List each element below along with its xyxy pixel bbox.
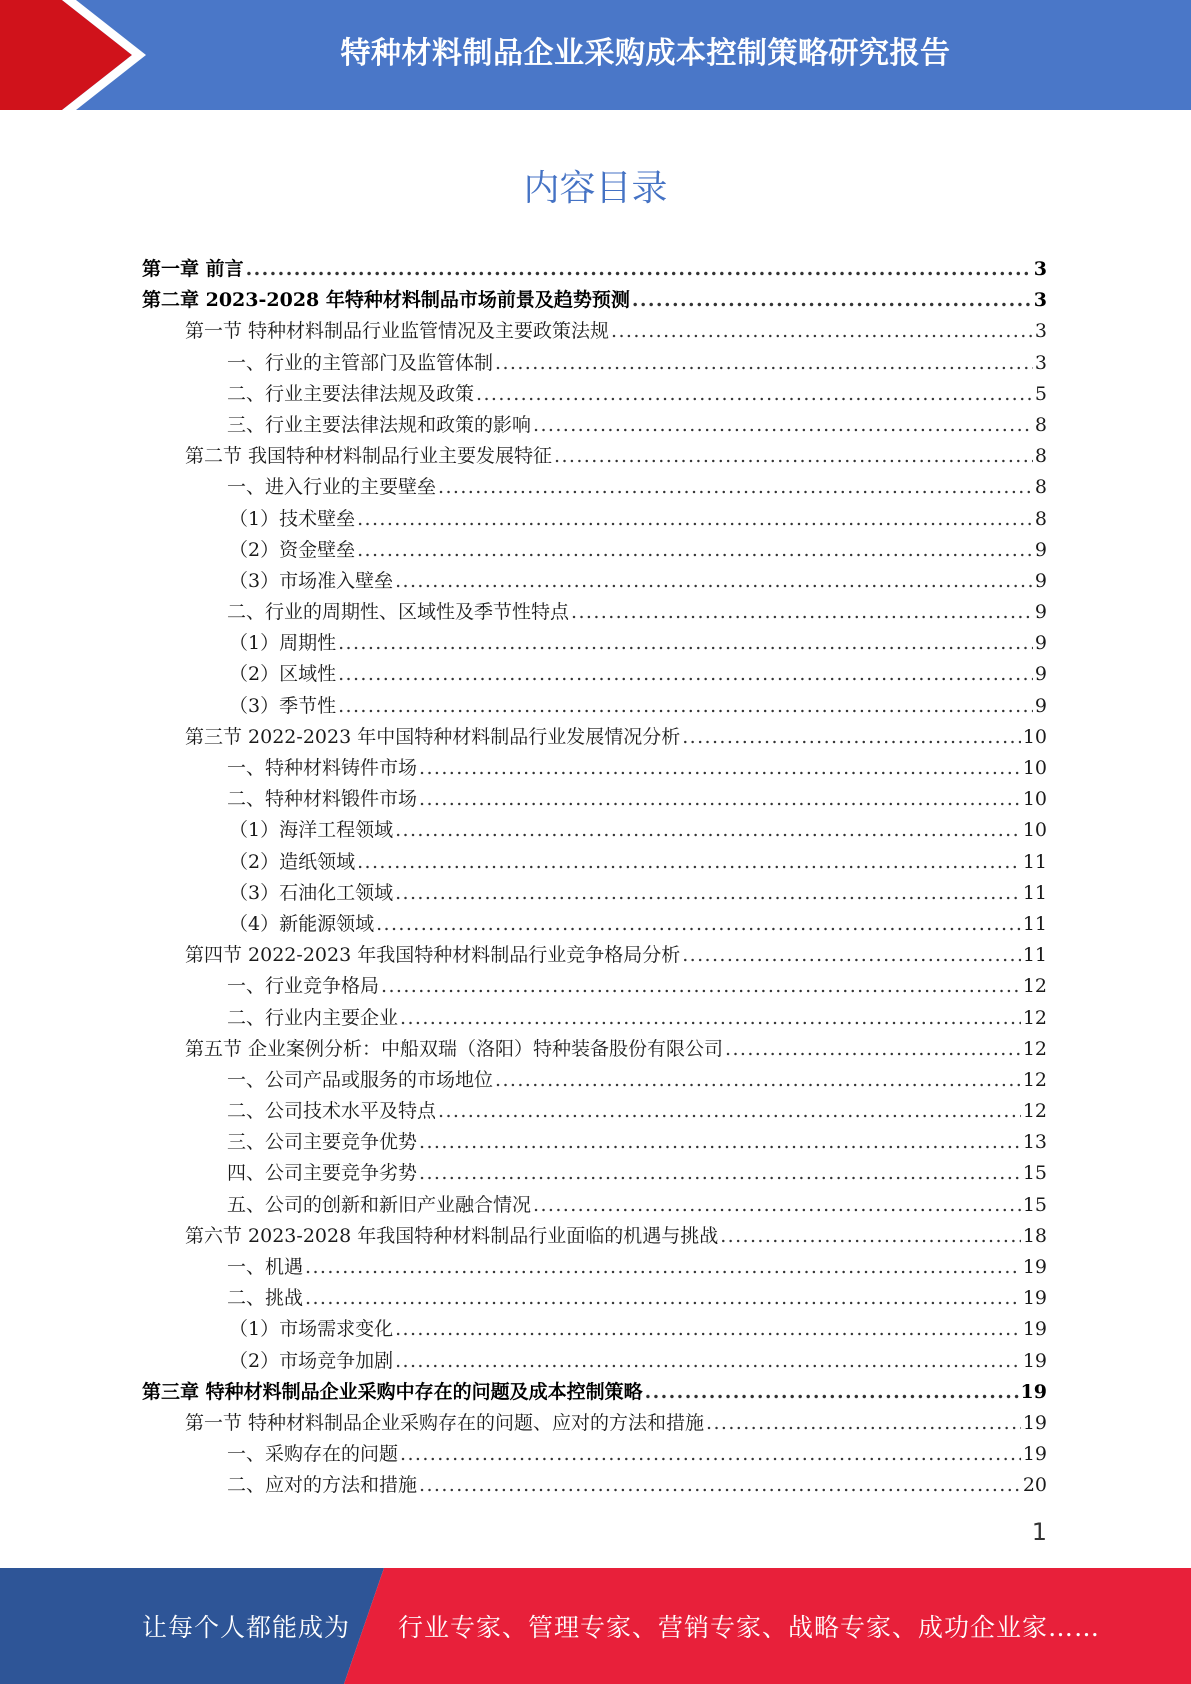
toc-dot-leader xyxy=(554,445,1033,467)
toc-dot-leader xyxy=(400,1443,1021,1465)
toc-entry[interactable] xyxy=(142,1221,1047,1252)
toc-entry[interactable] xyxy=(142,815,1047,846)
toc-entry-page: 11 xyxy=(1022,912,1047,935)
toc-dot-leader xyxy=(611,320,1033,342)
toc-entry-title: （1）技术壁垒 xyxy=(229,507,356,530)
toc-entry-page: 12 xyxy=(1022,1037,1047,1060)
toc-entry-title: 三、行业主要法律法规和政策的影响 xyxy=(227,413,532,436)
toc-entry-title: （1）市场需求变化 xyxy=(229,1318,394,1341)
toc-entry-page: 8 xyxy=(1034,445,1047,468)
toc-dot-leader xyxy=(533,1194,1021,1216)
toc-entry-title: 一、采购存在的问题 xyxy=(227,1443,399,1466)
toc-entry-title: （3）市场准入壁垒 xyxy=(229,569,394,592)
toc-dot-leader xyxy=(495,352,1033,374)
toc-entry-title: 五、公司的创新和新旧产业融合情况 xyxy=(227,1193,532,1216)
toc-entry[interactable] xyxy=(142,1314,1047,1345)
toc-dot-leader xyxy=(395,570,1033,592)
toc-dot-leader xyxy=(438,1100,1021,1122)
toc-entry[interactable] xyxy=(142,1346,1047,1377)
toc-entry-page: 5 xyxy=(1034,382,1047,405)
toc-entry[interactable] xyxy=(142,316,1047,347)
toc-entry-page: 15 xyxy=(1022,1162,1047,1185)
toc-entry-title: （2）造纸领域 xyxy=(229,850,356,873)
toc-entry[interactable] xyxy=(142,1127,1047,1158)
header-arrow-decoration xyxy=(0,0,160,110)
toc-dot-leader xyxy=(645,1381,1019,1403)
toc-entry-page: 20 xyxy=(1022,1474,1047,1497)
toc-entry-title: 第三节 2022-2023 年中国特种材料制品行业发展情况分析 xyxy=(185,725,681,748)
toc-entry-page: 8 xyxy=(1034,476,1047,499)
toc-entry[interactable] xyxy=(142,1377,1047,1408)
toc-entry-title: 第三章 特种材料制品企业采购中存在的问题及成本控制策略 xyxy=(142,1380,643,1403)
toc-entry-title: 一、行业竞争格局 xyxy=(227,975,380,998)
toc-entry-page: 9 xyxy=(1034,538,1047,561)
toc-dot-leader xyxy=(400,1007,1021,1029)
toc-entry-title: （2）资金壁垒 xyxy=(229,538,356,561)
toc-dot-leader xyxy=(476,383,1033,405)
toc-entry[interactable] xyxy=(142,285,1047,316)
toc-dot-leader xyxy=(376,913,1021,935)
toc-entry-page: 9 xyxy=(1034,663,1047,686)
toc-entry-title: 二、应对的方法和措施 xyxy=(227,1474,418,1497)
toc-entry-title: 第六节 2023-2028 年我国特种材料制品行业面临的机遇与挑战 xyxy=(185,1224,719,1247)
toc-dot-leader xyxy=(357,851,1021,873)
toc-entry-title: （2）市场竞争加剧 xyxy=(229,1349,394,1372)
toc-entry-page: 3 xyxy=(1033,289,1047,312)
toc-entry-page: 8 xyxy=(1034,507,1047,530)
toc-entry-page: 13 xyxy=(1022,1131,1047,1154)
toc-dot-leader xyxy=(419,1131,1021,1153)
toc-entry[interactable] xyxy=(142,348,1047,379)
toc-entry[interactable] xyxy=(142,659,1047,690)
toc-entry-page: 11 xyxy=(1022,850,1047,873)
page-number: 1 xyxy=(1031,1518,1047,1546)
toc-entry-page: 19 xyxy=(1020,1380,1047,1403)
toc-entry-page: 15 xyxy=(1022,1193,1047,1216)
toc-entry-title: （1）周期性 xyxy=(229,632,337,655)
toc-entry-title: 一、进入行业的主要壁垒 xyxy=(227,476,437,499)
toc-entry[interactable] xyxy=(142,722,1047,753)
toc-dot-leader xyxy=(395,1350,1021,1372)
toc-entry-title: 四、公司主要竞争劣势 xyxy=(227,1162,418,1185)
toc-entry-title: 第二章 2023-2028 年特种材料制品市场前景及趋势预测 xyxy=(142,289,630,312)
toc-entry-title: （1）海洋工程领域 xyxy=(229,819,394,842)
toc-dot-leader xyxy=(533,414,1033,436)
toc-dot-leader xyxy=(395,819,1021,841)
toc-entry-page: 8 xyxy=(1034,413,1047,436)
toc-dot-leader xyxy=(357,508,1033,530)
toc-dot-leader xyxy=(338,663,1033,685)
toc-entry-page: 12 xyxy=(1022,1100,1047,1123)
toc-entry-page: 19 xyxy=(1022,1318,1047,1341)
toc-dot-leader xyxy=(419,1162,1021,1184)
toc-entry[interactable] xyxy=(142,1003,1047,1034)
toc-entry[interactable] xyxy=(142,784,1047,815)
toc-entry-page: 3 xyxy=(1034,320,1047,343)
toc-entry-title: 一、机遇 xyxy=(227,1256,304,1278)
toc-entry[interactable] xyxy=(142,628,1047,659)
toc-entry-page: 19 xyxy=(1022,1411,1047,1434)
toc-dot-leader xyxy=(720,1225,1021,1247)
toc-entry-title: 二、行业内主要企业 xyxy=(227,1006,399,1029)
toc-entry-title: 第二节 我国特种材料制品行业主要发展特征 xyxy=(185,445,553,468)
toc-dot-leader xyxy=(682,944,1021,966)
toc-entry-page: 10 xyxy=(1022,757,1047,779)
toc-entry[interactable] xyxy=(142,1408,1047,1439)
toc-dot-leader xyxy=(395,882,1021,904)
toc-entry-title: 第一节 特种材料制品行业监管情况及主要政策法规 xyxy=(185,320,610,343)
toc-entry[interactable] xyxy=(142,566,1047,597)
toc-entry-title: （3）石油化工领域 xyxy=(229,881,394,904)
toc-entry[interactable] xyxy=(142,1190,1047,1221)
toc-dot-leader xyxy=(305,1256,1021,1278)
toc-entry-title: （3）季节性 xyxy=(229,694,337,717)
toc-entry[interactable] xyxy=(142,1065,1047,1096)
toc-entry-page: 9 xyxy=(1034,569,1047,592)
toc-entry-title: （4）新能源领域 xyxy=(229,912,375,935)
toc-entry-title: 一、特种材料铸件市场 xyxy=(227,757,418,779)
toc-entry-page: 19 xyxy=(1022,1443,1047,1466)
toc-entry-title: 第一章 前言 xyxy=(142,258,244,280)
toc-entry[interactable] xyxy=(142,254,1047,285)
toc-entry-title: 二、公司技术水平及特点 xyxy=(227,1100,437,1123)
toc-entry-page: 9 xyxy=(1034,632,1047,655)
toc-dot-leader xyxy=(305,1287,1021,1309)
toc-entry-title: （2）区域性 xyxy=(229,663,337,686)
toc-entry-title: 三、公司主要竞争优势 xyxy=(227,1131,418,1154)
toc-entry[interactable] xyxy=(142,597,1047,628)
toc-entry[interactable] xyxy=(142,909,1047,940)
toc-entry[interactable] xyxy=(142,753,1047,784)
toc-entry-title: 第一节 特种材料制品企业采购存在的问题、应对的方法和措施 xyxy=(185,1411,705,1434)
toc-dot-leader xyxy=(682,726,1021,748)
toc-entry[interactable] xyxy=(142,691,1047,722)
toc-entry[interactable] xyxy=(142,1252,1047,1283)
toc-heading: 内容目录 xyxy=(523,168,668,209)
toc-dot-leader xyxy=(438,476,1033,498)
toc-entry[interactable] xyxy=(142,441,1047,472)
report-title: 特种材料制品企业采购成本控制策略研究报告 xyxy=(340,36,951,71)
toc-entry[interactable] xyxy=(142,535,1047,566)
toc-entry[interactable] xyxy=(142,1096,1047,1127)
page-footer xyxy=(0,1568,1191,1684)
toc-dot-leader xyxy=(571,601,1033,623)
toc-dot-leader xyxy=(419,757,1021,779)
table-of-contents xyxy=(142,254,1047,1502)
toc-entry-page: 11 xyxy=(1022,944,1047,967)
toc-dot-leader xyxy=(381,975,1021,997)
toc-entry-page: 3 xyxy=(1033,258,1047,280)
toc-dot-leader xyxy=(246,258,1032,280)
toc-dot-leader xyxy=(419,1474,1021,1496)
page-header xyxy=(0,0,1191,110)
toc-entry[interactable] xyxy=(142,847,1047,878)
toc-entry-page: 10 xyxy=(1022,725,1047,748)
toc-entry[interactable] xyxy=(142,940,1047,971)
toc-entry-page: 19 xyxy=(1022,1349,1047,1372)
toc-entry-title: 第五节 企业案例分析：中船双瑞（洛阳）特种装备股份有限公司 xyxy=(185,1037,724,1060)
toc-dot-leader xyxy=(725,1038,1021,1060)
toc-entry[interactable] xyxy=(142,878,1047,909)
footer-slogan-right: 行业专家、管理专家、营销专家、战略专家、成功企业家…… xyxy=(398,1613,1101,1642)
toc-entry-title: 二、行业的周期性、区域性及季节性特点 xyxy=(227,601,570,624)
toc-dot-leader xyxy=(495,1069,1021,1091)
toc-entry[interactable] xyxy=(142,472,1047,503)
toc-entry-page: 11 xyxy=(1022,881,1047,904)
toc-entry-title: 二、特种材料锻件市场 xyxy=(227,788,418,811)
toc-dot-leader xyxy=(357,539,1033,561)
toc-dot-leader xyxy=(338,632,1033,654)
toc-entry-page: 19 xyxy=(1022,1287,1047,1310)
toc-entry-page: 3 xyxy=(1034,351,1047,374)
toc-entry-page: 12 xyxy=(1022,1068,1047,1091)
toc-entry[interactable] xyxy=(142,1470,1047,1501)
footer-slogan-left: 让每个人都能成为 xyxy=(142,1613,351,1642)
toc-entry-page: 18 xyxy=(1022,1224,1047,1247)
toc-entry-title: 一、行业的主管部门及监管体制 xyxy=(227,351,494,374)
toc-entry-page: 12 xyxy=(1022,1006,1047,1029)
toc-dot-leader xyxy=(632,289,1032,311)
toc-entry-title: 第四节 2022-2023 年我国特种材料制品行业竞争格局分析 xyxy=(185,944,681,967)
toc-dot-leader xyxy=(395,1318,1021,1340)
toc-dot-leader xyxy=(338,695,1033,717)
toc-entry-page: 9 xyxy=(1034,601,1047,624)
toc-entry[interactable] xyxy=(142,1439,1047,1470)
toc-entry[interactable] xyxy=(142,410,1047,441)
toc-entry-title: 二、行业主要法律法规及政策 xyxy=(227,382,475,405)
toc-entry[interactable] xyxy=(142,379,1047,410)
toc-entry-title: 二、挑战 xyxy=(227,1287,304,1310)
toc-entry-page: 12 xyxy=(1022,975,1047,998)
toc-entry-title: 一、公司产品或服务的市场地位 xyxy=(227,1068,494,1091)
toc-entry[interactable] xyxy=(142,971,1047,1002)
toc-entry-page: 10 xyxy=(1022,819,1047,842)
toc-entry-page: 9 xyxy=(1034,694,1047,717)
toc-dot-leader xyxy=(706,1412,1021,1434)
toc-entry[interactable] xyxy=(142,1283,1047,1314)
toc-entry[interactable] xyxy=(142,1158,1047,1189)
toc-entry-page: 19 xyxy=(1022,1256,1047,1278)
toc-entry[interactable] xyxy=(142,504,1047,535)
toc-entry-page: 10 xyxy=(1022,788,1047,811)
toc-entry[interactable] xyxy=(142,1034,1047,1065)
toc-dot-leader xyxy=(419,788,1021,810)
